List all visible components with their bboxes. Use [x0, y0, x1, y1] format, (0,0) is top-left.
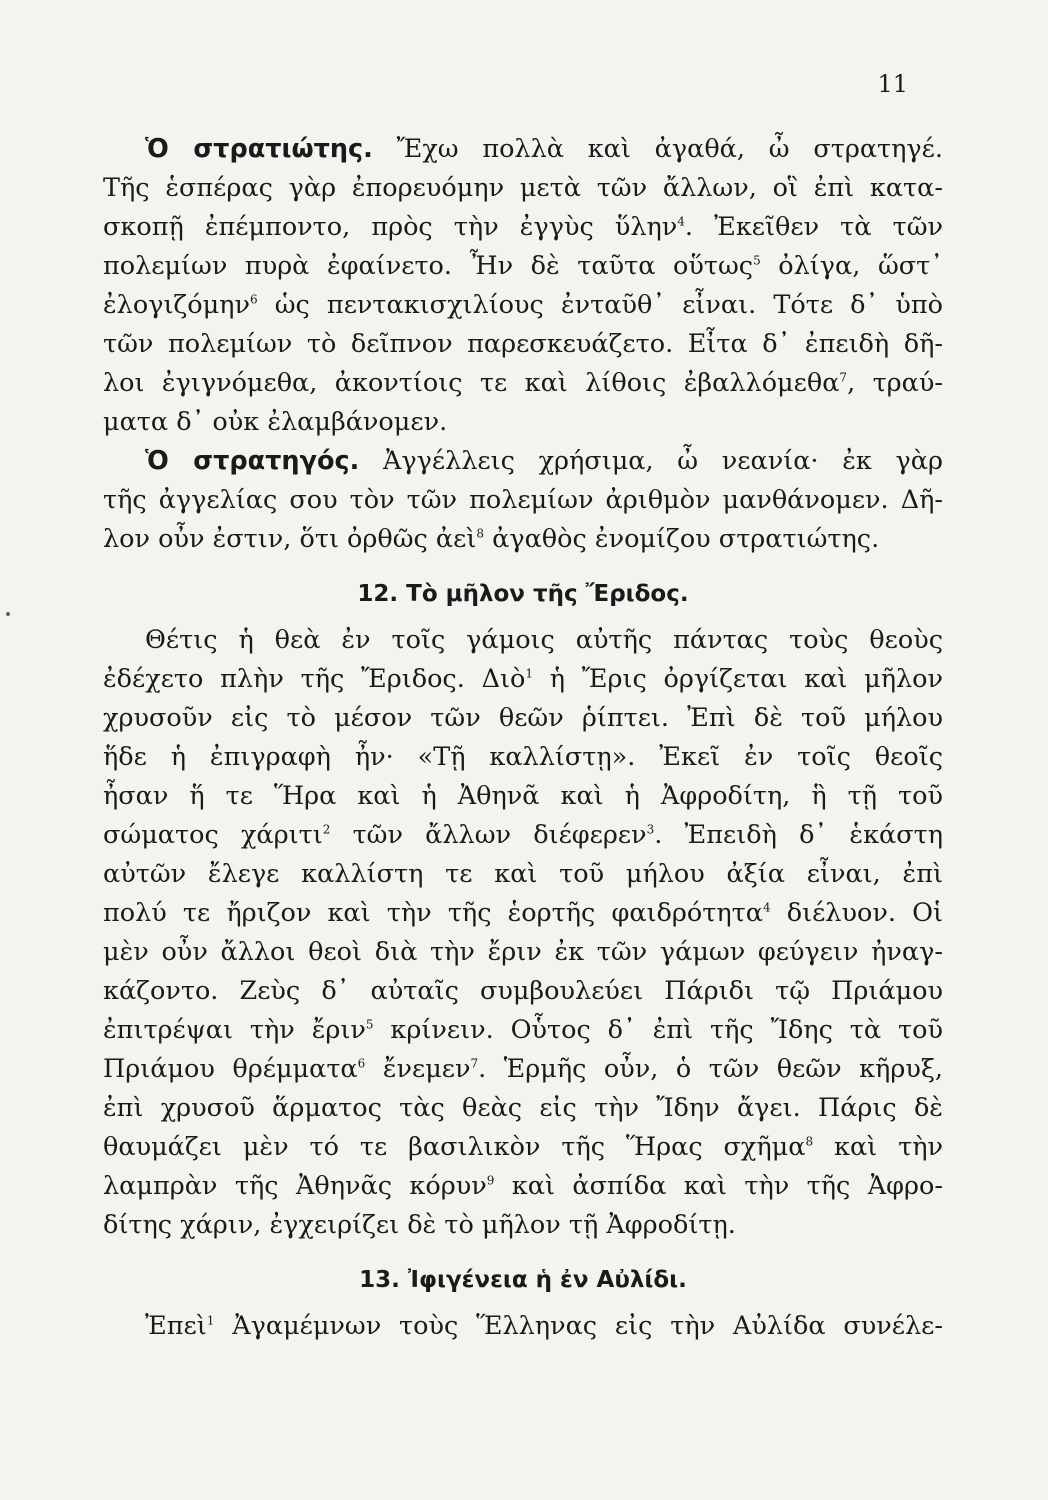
text-line: Πριάμου θρέμματα$^6$ ἔνεμεν$^7$. Ἑρμῆς οὖν, ὁ τῶν θεῶν κῆρυξ,	[103, 1054, 943, 1084]
section-11	[103, 130, 943, 559]
text-line: Ἐπεὶ$^1$ Ἀγαμέμνων τοὺς Ἕλληνας εἰς τὴν Αὐλίδα συνέλε-	[145, 1311, 943, 1341]
speaker-general: Ὁ στρατηγός.	[145, 446, 360, 476]
text-line: ἐλογιζόμην$^6$ ὡς πεντακισχιλίους ἐνταῦθ᾽ εἶναι. Τότε δ᾽ ὑπὸ	[103, 290, 943, 320]
footnote-marker: 2	[322, 822, 331, 837]
footnote-marker: 5	[753, 253, 761, 268]
speaker-soldier: Ὁ στρατιώτης.	[145, 134, 373, 164]
text-line: ἐπὶ χρυσοῦ ἅρματος τὰς θεὰς εἰς τὴν Ἴδην ἄγει. Πάρις δὲ	[103, 1093, 943, 1123]
text-line: λαμπρὰν τῆς Ἀθηνᾶς κόρυν$^9$ καὶ ἀσπίδα καὶ τὴν τῆς Ἀφρο-	[103, 1171, 943, 1201]
text-line: πολεμίων πυρὰ ἐφαίνετο. Ἦν δὲ ταῦτα οὕτως$^5$ ὀλίγα, ὥστ᾽	[103, 251, 943, 281]
footnote-marker: 9	[486, 1173, 495, 1188]
text-line: τῆς ἀγγελίας σου τὸν τῶν πολεμίων ἀριθμὸν μανθάνομεν. Δῆ-	[103, 485, 943, 515]
text-line: θαυμάζει μὲν τό τε βασιλικὸν τῆς Ἥρας σχῆμα$^8$ καὶ τὴν	[103, 1132, 943, 1162]
section-12	[103, 581, 943, 1245]
scan-speck	[6, 612, 10, 616]
text-line: χρυσοῦν εἰς τὸ μέσον τῶν θεῶν ῥίπτει. Ἐπὶ δὲ τοῦ μήλου	[103, 703, 943, 733]
footnote-marker: 7	[839, 370, 848, 385]
footnote-marker: 3	[646, 822, 655, 837]
text-line: αὐτῶν ἔλεγε καλλίστη τε καὶ τοῦ μήλου ἀξία εἶναι, ἐπὶ	[103, 859, 943, 889]
text-line: ἐπιτρέψαι τὴν ἔριν$^5$ κρίνειν. Οὗτος δ᾽ ἐπὶ τῆς Ἴδης τὰ τοῦ	[103, 1015, 943, 1045]
text-line: σώματος χάριτι$^2$ τῶν ἄλλων διέφερεν$^3$. Ἐπειδὴ δ᾽ ἑκάστη	[103, 820, 944, 850]
text-line: λον οὖν ἐστιν, ὅτι ὀρθῶς ἀεὶ$^8$ ἀγαθὸς ἐνομίζου στρατιώτης.	[103, 524, 880, 554]
text-line: Τῆς ἑσπέρας γὰρ ἐπορευόμην μετὰ τῶν ἄλλων, οἳ ἐπὶ κατα-	[103, 173, 943, 203]
footnote-marker: 4	[677, 214, 685, 229]
page-content	[103, 130, 943, 1346]
text-line: ἐδέχετο πλὴν τῆς Ἔριδος. Διὸ$^1$ ἡ Ἔρις ὀργίζεται καὶ μῆλον	[103, 664, 944, 694]
text-line: κάζοντο. Ζεὺς δ᾽ αὐταῖς συμβουλεύει Πάριδι τῷ Πριάμου	[103, 976, 943, 1006]
section-heading: 12. Τὸ μῆλον τῆς Ἔριδος.	[357, 581, 689, 607]
dialogue-line: Ὁ στρατιώτης. Ἔχω πολλὰ καὶ ἀγαθά, ὦ στρατηγέ.	[145, 134, 943, 164]
text-line: ἦσαν ἥ τε Ἥρα καὶ ἡ Ἀθηνᾶ καὶ ἡ Ἀφροδίτη, ἣ τῇ τοῦ	[103, 781, 943, 811]
footnote-marker: 6	[357, 1056, 366, 1071]
footnote-marker: 1	[206, 1313, 215, 1328]
footnote-marker: 4	[762, 900, 771, 915]
footnote-marker: 8	[476, 526, 485, 541]
footnote-marker: 6	[249, 292, 258, 307]
text-line: ἥδε ἡ ἐπιγραφὴ ἦν· «Τῇ καλλίστῃ». Ἐκεῖ ἐν τοῖς θεοῖς	[103, 742, 943, 772]
text-line: σκοπῇ ἐπέμποντο, πρὸς τὴν ἐγγὺς ὕλην$^4$. Ἐκεῖθεν τὰ τῶν	[103, 212, 944, 242]
footnote-marker: 7	[470, 1056, 479, 1071]
text-line: ματα δ᾽ οὐκ ἐλαμβάνομεν.	[103, 407, 448, 437]
footnote-marker: 8	[805, 1134, 814, 1149]
page-number: 11	[877, 70, 908, 98]
dialogue-line: Ὁ στρατηγός. Ἀγγέλλεις χρήσιμα, ὦ νεανία· ἐκ γὰρ	[145, 446, 943, 476]
text-line: δίτης χάριν, ἐγχειρίζει δὲ τὸ μῆλον τῇ Ἀφροδίτῃ.	[103, 1210, 736, 1240]
text-line: λοι ἐγιγνόμεθα, ἀκοντίοις τε καὶ λίθοις ἐβαλλόμεθα$^7$, τραύ-	[103, 368, 944, 398]
text-line: τῶν πολεμίων τὸ δεῖπνον παρεσκευάζετο. Εἶτα δ᾽ ἐπειδὴ δῆ-	[103, 329, 943, 359]
text-line: μὲν οὖν ἄλλοι θεοὶ διὰ τὴν ἔριν ἐκ τῶν γάμων φεύγειν ἠναγ-	[103, 937, 943, 967]
section-13	[103, 1267, 943, 1346]
text-line: Θέτις ἡ θεὰ ἐν τοῖς γάμοις αὐτῆς πάντας τοὺς θεοὺς	[145, 625, 943, 655]
footnote-marker: 5	[365, 1017, 374, 1032]
text-line: πολύ τε ἤριζον καὶ τὴν τῆς ἑορτῆς φαιδρότητα$^4$ διέλυον. Οἱ	[103, 898, 943, 928]
footnote-marker: 1	[525, 666, 533, 681]
section-heading: 13. Ἰφιγένεια ἡ ἐν Αὐλίδι.	[359, 1267, 687, 1293]
